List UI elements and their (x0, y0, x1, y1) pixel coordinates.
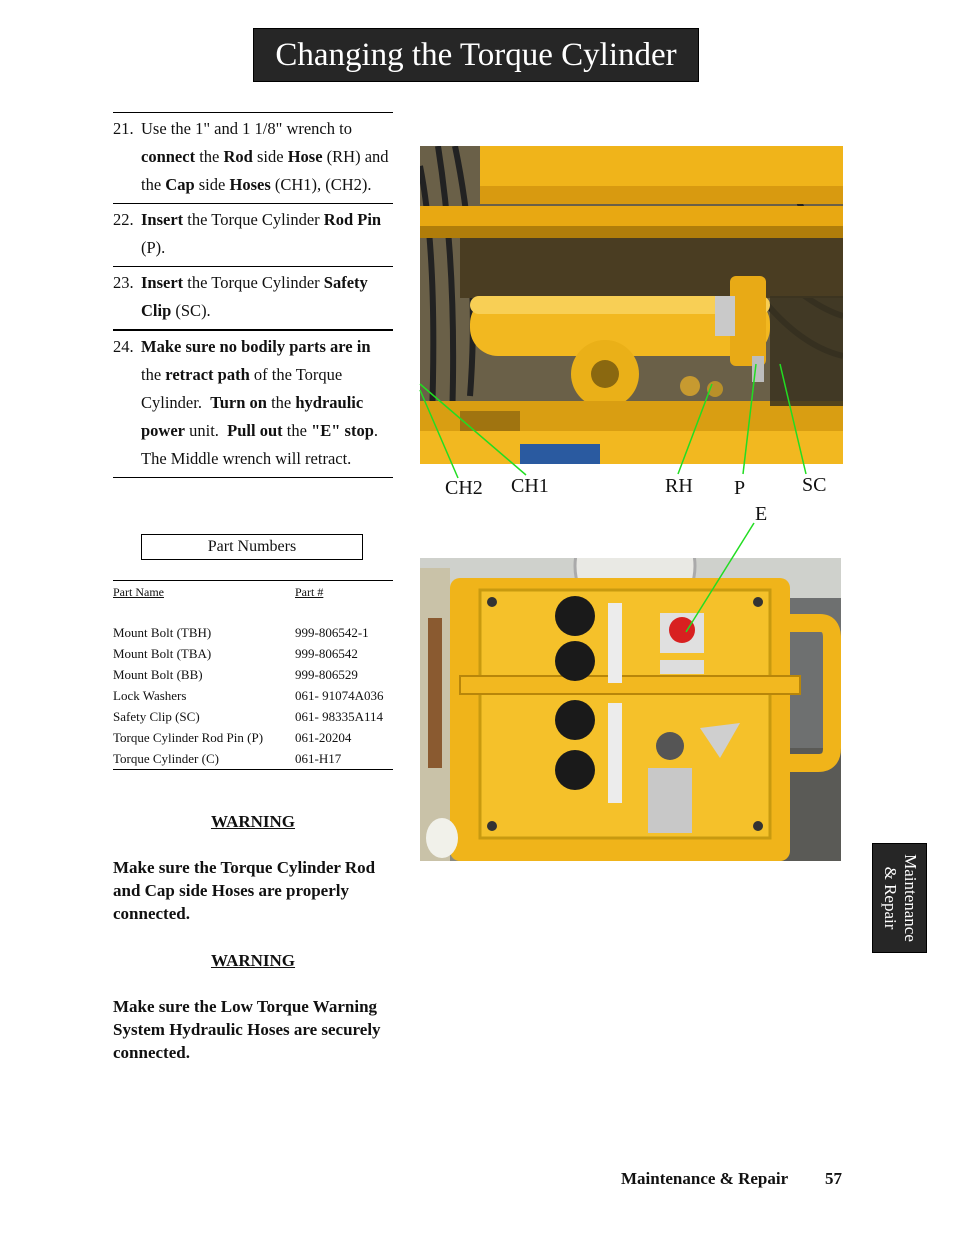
footer-section: Maintenance & Repair (621, 1169, 789, 1188)
warning-text: Make sure the Low Torque Warning System Hydraulic Hoses are securely connected. (113, 997, 381, 1062)
callout-ch2: CH2 (445, 477, 483, 499)
step-text: Use the 1" and 1 1/8" wrench to connect the Rod side Hose (RH) and the Cap side Hoses (CH1), (CH2). (141, 119, 389, 194)
part-name-cell: Mount Bolt (TBH) (113, 624, 212, 640)
page-number: 57 (825, 1169, 842, 1188)
step-number: 21. (113, 119, 134, 138)
step-text: Insert the Torque Cylinder Safety Clip (SC). (141, 273, 368, 320)
warning-text: Make sure the Torque Cylinder Rod and Cap side Hoses are properly connected. (113, 858, 376, 923)
section-tab-line2: & Repair (880, 866, 900, 930)
header-part-name: Part Name (113, 585, 164, 599)
part-number-cell: 999-806529 (295, 666, 358, 682)
part-number-cell: 999-806542 (295, 645, 358, 661)
section-tab-line1: Maintenance (900, 854, 920, 942)
page-title: Changing the Torque Cylinder (253, 28, 699, 82)
part-name-cell: Torque Cylinder (C) (113, 750, 219, 766)
part-number-cell: 999-806542-1 (295, 624, 369, 640)
part-number-cell: 061-20204 (295, 729, 352, 745)
section-tab (872, 843, 927, 953)
step-number: 23. (113, 273, 134, 292)
step-text: Make sure no bodily parts are in the retract path of the Torque Cylinder. Turn on the hydraulic power unit. Pull out the "E" stop. The Middle wrench will retract. (141, 337, 383, 468)
warning-title: WARNING (210, 951, 296, 970)
part-name-cell: Torque Cylinder Rod Pin (P) (113, 729, 264, 745)
callout-ch1: CH1 (511, 475, 549, 497)
warning-title: WARNING (210, 812, 296, 831)
part-name-cell: Mount Bolt (TBA) (113, 645, 212, 661)
step-number: 24. (113, 337, 134, 356)
header-part-number: Part # (295, 585, 324, 599)
part-name-cell: Lock Washers (113, 687, 187, 703)
part-number-cell: 061- 98335A114 (295, 708, 383, 724)
part-number-cell: 061- 91074A036 (295, 687, 384, 703)
part-numbers-title: Part Numbers (141, 534, 363, 560)
part-name-cell: Safety Clip (SC) (113, 708, 200, 724)
callout-e: E (755, 503, 768, 525)
step-text: Insert the Torque Cylinder Rod Pin (P). (141, 210, 382, 257)
part-number-cell: 061-H17 (295, 750, 342, 766)
callout-sc: SC (802, 474, 827, 496)
callout-rh: RH (665, 475, 693, 497)
callout-p: P (734, 477, 746, 499)
step-number: 22. (113, 210, 134, 229)
part-name-cell: Mount Bolt (BB) (113, 666, 203, 682)
